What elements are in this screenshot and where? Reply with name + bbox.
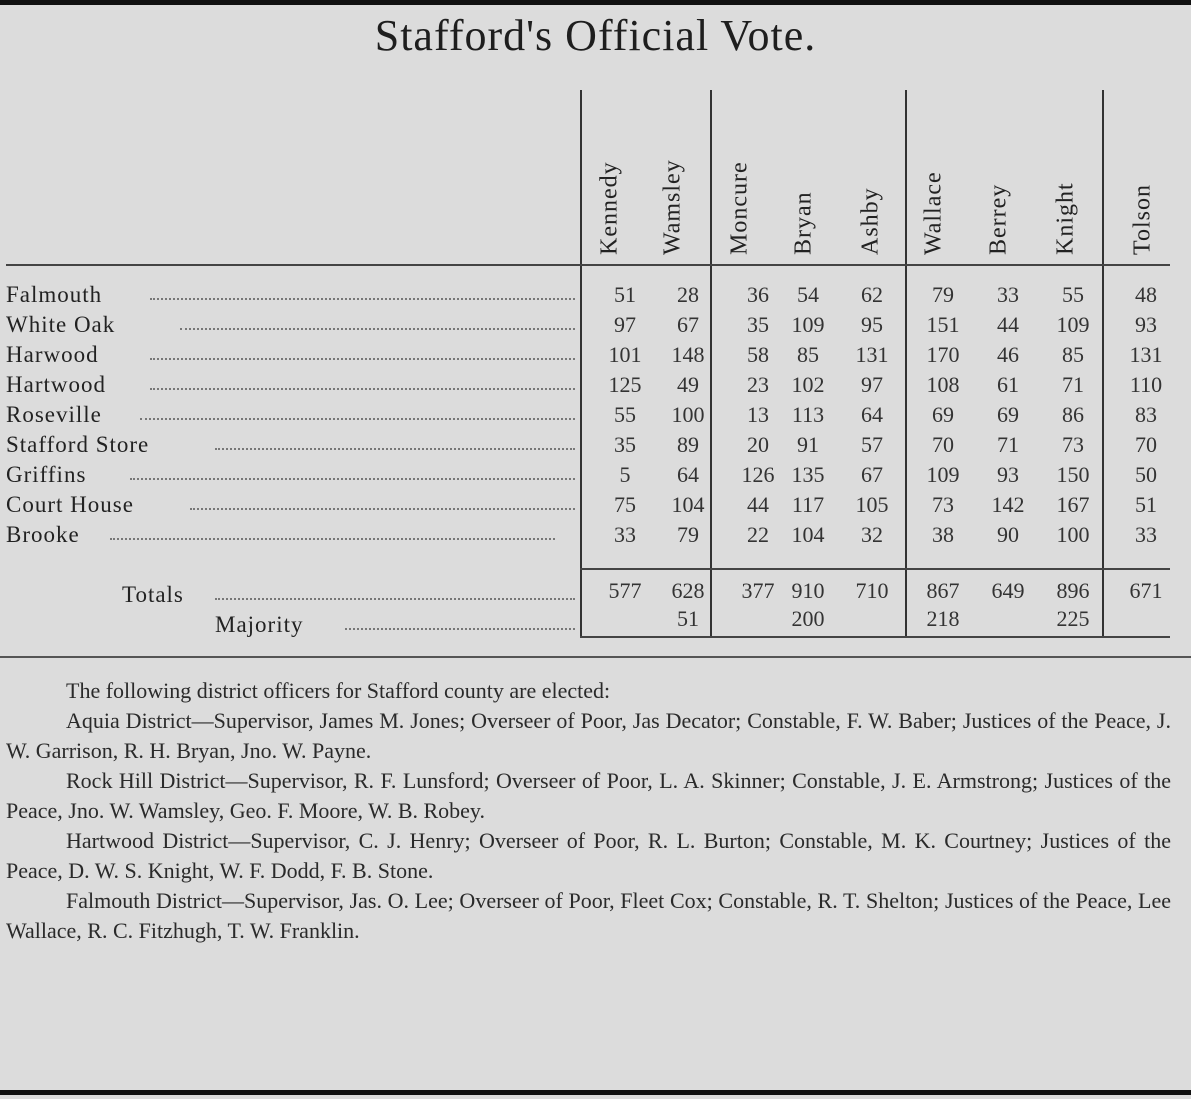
table-cell: 64 <box>861 402 883 427</box>
column-divider <box>905 90 907 636</box>
table-cell: 125 <box>608 372 642 397</box>
table-cell: 75 <box>614 492 636 517</box>
table-cell: 70 <box>932 432 954 457</box>
table-cell: 110 <box>1129 372 1163 397</box>
column-header-label: Moncure <box>726 161 753 255</box>
table-cell: 48 <box>1135 282 1157 307</box>
table-cell: 89 <box>677 432 699 457</box>
dot-leader <box>190 506 575 510</box>
table-cell: 108 <box>926 372 960 397</box>
table-cell: 85 <box>1062 342 1084 367</box>
table-cell: 83 <box>1135 402 1157 427</box>
table-cell: 50 <box>1135 462 1157 487</box>
row-label: Falmouth <box>6 282 103 307</box>
table-cell: 28 <box>677 282 699 307</box>
table-cell: 150 <box>1056 462 1090 487</box>
column-header-label: Tolson <box>1129 184 1156 255</box>
table-cell: 57 <box>861 432 883 457</box>
table-cell: 109 <box>791 312 825 337</box>
dot-leader <box>130 476 575 480</box>
total-cell: 710 <box>855 578 889 603</box>
row-label: White Oak <box>6 312 116 337</box>
table-cell: 35 <box>747 312 769 337</box>
table-cell: 95 <box>861 312 883 337</box>
dot-leader <box>345 626 575 630</box>
table-cell: 85 <box>797 342 819 367</box>
column-header-label: Wamsley <box>659 159 686 255</box>
table-cell: 20 <box>747 432 769 457</box>
column-header <box>971 88 1027 263</box>
table-cell: 100 <box>671 402 705 427</box>
table-cell: 131 <box>855 342 889 367</box>
table-cell: 101 <box>608 342 642 367</box>
table-cell: 13 <box>747 402 769 427</box>
row-label: Griffins <box>6 462 87 487</box>
table-cell: 93 <box>1135 312 1157 337</box>
notes-paragraph: Falmouth District—Supervisor, Jas. O. Lee; Overseer of Poor, Fleet Cox; Constable, R. T. Shelton; Justices of the Peace, Lee Wallace, R. C. Fitzhugh, T. W. Franklin. <box>6 888 1171 943</box>
table-cell: 33 <box>614 522 636 547</box>
table-cell: 23 <box>747 372 769 397</box>
section-divider <box>0 656 1191 658</box>
notes-paragraph: Aquia District—Supervisor, James M. Jones; Overseer of Poor, Jas Decator; Constable, F. W. Baber; Justices of the Peace, J. W. Garrison, R. H. Bryan, Jno. W. Payne. <box>6 708 1171 763</box>
table-cell: 142 <box>991 492 1025 517</box>
column-header <box>645 88 701 263</box>
column-header-label: Bryan <box>790 191 817 255</box>
table-cell: 97 <box>861 372 883 397</box>
total-cell: 867 <box>926 578 960 603</box>
table-cell: 105 <box>855 492 889 517</box>
top-rule <box>0 0 1191 5</box>
column-divider <box>580 90 582 636</box>
table-cell: 109 <box>1056 312 1090 337</box>
table-cell: 90 <box>997 522 1019 547</box>
column-header <box>843 88 899 263</box>
column-header <box>712 88 768 263</box>
row-label: Roseville <box>6 402 102 427</box>
dot-leader <box>110 536 555 540</box>
column-divider <box>1102 90 1104 636</box>
table-cell: 113 <box>791 402 825 427</box>
dot-leader <box>215 446 575 450</box>
column-header-label: Ashby <box>857 187 884 255</box>
dot-leader <box>180 326 575 330</box>
table-cell: 109 <box>926 462 960 487</box>
column-header-label: Knight <box>1052 182 1079 255</box>
table-cell: 73 <box>1062 432 1084 457</box>
table-cell: 167 <box>1056 492 1090 517</box>
table-bottom-rule <box>580 636 1170 638</box>
table-cell: 51 <box>1135 492 1157 517</box>
table-cell: 73 <box>932 492 954 517</box>
table-cell: 100 <box>1056 522 1090 547</box>
table-cell: 170 <box>926 342 960 367</box>
table-cell: 93 <box>997 462 1019 487</box>
table-cell: 62 <box>861 282 883 307</box>
row-label: Court House <box>6 492 134 517</box>
table-cell: 104 <box>671 492 705 517</box>
page-title: Stafford's Official Vote. <box>374 11 817 60</box>
table-cell: 102 <box>791 372 825 397</box>
table-cell: 5 <box>619 462 631 487</box>
table-cell: 148 <box>671 342 705 367</box>
table-cell: 38 <box>932 522 954 547</box>
header-rule <box>6 264 1170 266</box>
column-header-label: Berrey <box>985 183 1012 255</box>
table-cell: 71 <box>997 432 1019 457</box>
majority-cell: 225 <box>1056 606 1090 631</box>
column-header <box>1038 88 1094 263</box>
majority-cell: 51 <box>677 606 699 631</box>
total-cell: 577 <box>608 578 642 603</box>
table-cell: 67 <box>677 312 699 337</box>
table-cell: 91 <box>797 432 819 457</box>
total-cell: 628 <box>671 578 705 603</box>
dot-leader <box>150 386 575 390</box>
table-cell: 104 <box>791 522 825 547</box>
column-header-label: Wallace <box>920 171 947 255</box>
column-header <box>1115 88 1171 263</box>
table-cell: 49 <box>677 372 699 397</box>
table-cell: 126 <box>741 462 775 487</box>
table-cell: 22 <box>747 522 769 547</box>
dot-leader <box>150 296 575 300</box>
table-cell: 51 <box>614 282 636 307</box>
row-label: Hartwood <box>6 372 106 397</box>
table-cell: 69 <box>932 402 954 427</box>
table-cell: 61 <box>997 372 1019 397</box>
majority-label: Majority <box>215 612 304 637</box>
table-cell: 44 <box>747 492 769 517</box>
table-cell: 79 <box>677 522 699 547</box>
column-header <box>776 88 832 263</box>
notes-intro: The following district officers for Stafford county are elected: <box>66 678 611 703</box>
total-cell: 910 <box>791 578 825 603</box>
table-cell: 151 <box>926 312 960 337</box>
notes-paragraph: Hartwood District—Supervisor, C. J. Henry; Overseer of Poor, R. L. Burton; Constable, M. K. Courtney; Justices of the Peace, D. W. S. Knight, W. F. Dodd, F. B. Stone. <box>6 828 1171 883</box>
table-cell: 33 <box>997 282 1019 307</box>
table-cell: 64 <box>677 462 699 487</box>
table-cell: 35 <box>614 432 636 457</box>
row-label: Brooke <box>6 522 80 547</box>
majority-cell: 218 <box>926 606 960 631</box>
table-cell: 71 <box>1062 372 1084 397</box>
table-cell: 86 <box>1062 402 1084 427</box>
row-label: Stafford Store <box>6 432 150 457</box>
table-cell: 44 <box>997 312 1019 337</box>
bottom-rule <box>0 1090 1191 1095</box>
totals-rule <box>580 568 1170 570</box>
table-cell: 97 <box>614 312 636 337</box>
majority-cell: 200 <box>791 606 825 631</box>
dot-leader <box>140 416 575 420</box>
table-cell: 70 <box>1135 432 1157 457</box>
table-cell: 54 <box>797 282 819 307</box>
table-cell: 33 <box>1135 522 1157 547</box>
total-cell: 649 <box>991 578 1025 603</box>
table-cell: 79 <box>932 282 954 307</box>
column-header-label: Kennedy <box>596 161 623 255</box>
column-header <box>582 88 638 263</box>
table-cell: 32 <box>861 522 883 547</box>
total-cell: 896 <box>1056 578 1090 603</box>
column-headers <box>0 88 1191 263</box>
total-cell: 671 <box>1129 578 1163 603</box>
table-cell: 69 <box>997 402 1019 427</box>
table-cell: 55 <box>614 402 636 427</box>
dot-leader <box>215 596 575 600</box>
table-cell: 131 <box>1129 342 1163 367</box>
table-cell: 55 <box>1062 282 1084 307</box>
notes-paragraph: Rock Hill District—Supervisor, R. F. Lunsford; Overseer of Poor, L. A. Skinner; Constable, J. E. Armstrong; Justices of the Peace, Jno. W. Wamsley, Geo. F. Moore, W. B. Robey. <box>6 768 1171 823</box>
district-officers-notes <box>6 676 1171 946</box>
table-cell: 36 <box>747 282 769 307</box>
total-cell: 377 <box>741 578 775 603</box>
table-cell: 67 <box>861 462 883 487</box>
table-cell: 117 <box>791 492 825 517</box>
table-cell: 46 <box>997 342 1019 367</box>
row-label: Harwood <box>6 342 99 367</box>
table-cell: 58 <box>747 342 769 367</box>
dot-leader <box>150 356 575 360</box>
table-cell: 135 <box>791 462 825 487</box>
column-header <box>906 88 962 263</box>
totals-label: Totals <box>122 582 184 607</box>
